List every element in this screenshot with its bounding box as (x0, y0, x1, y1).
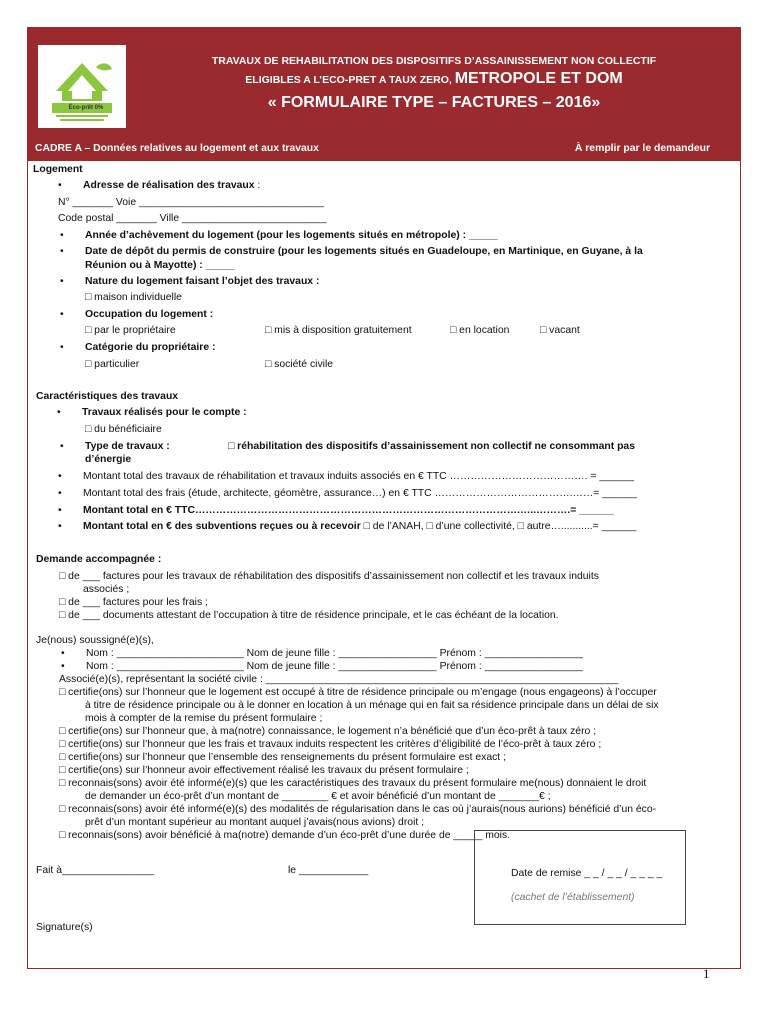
cadre-a-note: À remplir par le demandeur (574, 143, 710, 154)
logo-text: Éco-prêt 0% (68, 105, 104, 111)
checkbox-beneficiaire[interactable]: □ du bénéficiaire (85, 424, 162, 435)
reconnais-droit-line2[interactable]: de demander un éco-prêt d’un montant de ________ € et avoir bénéficié d’un montant de _______€ ; (85, 791, 551, 802)
checkbox-occ-vacant[interactable]: □ vacant (540, 325, 580, 336)
subventions-options[interactable]: □ de l’ANAH, □ d’une collectivité, □ autre…...........= ______ (360, 521, 637, 532)
header-line-2 (128, 70, 740, 88)
montant-total-ttc-field[interactable]: • Montant total en € TTC………………………………………………………………………………….…..……….= ______ (83, 504, 614, 517)
checkbox-certifie-criteres[interactable]: □ certifie(ons) sur l’honneur que les frais et travaux induits respectent les critères d’éligibilité de l’éco-prêt à taux zéro ; (59, 739, 602, 750)
checkbox-maison-individuelle[interactable]: □ maison individuelle (85, 292, 182, 303)
factures-travaux-line2: associés ; (83, 584, 130, 595)
checkbox-societe-civile[interactable]: □ société civile (265, 359, 334, 370)
adresse-label (83, 179, 260, 192)
section-travaux-title: Caractéristiques des travaux (36, 391, 179, 402)
type-travaux-label: • Type de travaux : (85, 440, 170, 453)
travaux-compte-label: • Travaux réalisés pour le compte : (82, 406, 247, 419)
montant-subventions-field[interactable] (83, 520, 636, 533)
house-leaf-icon (38, 45, 126, 128)
checkbox-factures-travaux[interactable]: □ de ___ factures pour les travaux de réhabilitation des dispositifs d’assainissement non collectif et les travaux induits (59, 571, 599, 582)
signature-label: Signature(s) (36, 922, 93, 933)
date-remise-field-label[interactable]: Date de remise _ _ / _ _ / _ _ _ _ (511, 868, 663, 879)
code-postal-ville-field[interactable]: Code postal _______ Ville _________________________ (58, 213, 327, 224)
section-logement-title: Logement (33, 164, 83, 175)
checkbox-occ-proprietaire[interactable]: □ par le propriétaire (85, 325, 176, 336)
occupation-label: • Occupation du logement : (85, 308, 213, 321)
checkbox-certifie-unique-pret[interactable]: □ certifie(ons) sur l’honneur que, à ma(notre) connaissance, le logement n’a bénéficié que d’un éco-prêt à taux zéro ; (59, 726, 597, 737)
section-demande-title: Demande accompagnée : (36, 554, 162, 565)
montant-frais-field[interactable]: • Montant total des frais (étude, architecte, géomètre, assurance…) en € TTC ………………………………….……= ______ (83, 487, 637, 500)
type-travaux-line2: d’énergie (85, 454, 132, 465)
soussigne-intro: Je(nous) soussigné(e)(s), (36, 635, 154, 646)
nom-field-2[interactable]: • Nom : ______________________ Nom de jeune fille : _________________ Prénom : _________________ (86, 660, 583, 673)
checkbox-reconnais-regularisation[interactable]: □ reconnais(sons) avoir été informé(e)(s) des modalités de régularisation dans le cas où j’aurais(nous aurions) bénéficié d’un éco- (59, 804, 657, 815)
categorie-label: • Catégorie du propriétaire : (85, 341, 215, 354)
montant-travaux-field[interactable]: • Montant total des travaux de réhabilitation et travaux induits associés en € TTC …………………………………. = ______ (83, 470, 634, 483)
certifie-residence-line2: à titre de résidence principale ou à le donner en location à un ménage qui en fait sa résidence principale dans un délai de six (85, 700, 659, 711)
subventions-label: Montant total en € des subventions reçues ou à recevoir (83, 521, 361, 532)
checkbox-certifie-residence[interactable]: □ certifie(ons) sur l’honneur que le logement est occupé à titre de résidence principale ou m’engage (nous engageons) à l’occuper (59, 687, 657, 698)
checkbox-reconnais-duree[interactable]: □ reconnais(sons) avoir bénéficié à ma(notre) demande d’un éco-prêt d’une durée de _____ mois. (59, 830, 511, 841)
checkbox-particulier[interactable]: □ particulier (85, 359, 140, 370)
annee-achevement-field[interactable]: • Année d’achèvement du logement (pour les logements situés en métropole) : _____ (85, 229, 498, 242)
checkbox-documents-occupation[interactable]: □ de ___ documents attestant de l’occupation à titre de résidence principale, et le cas échéant de la location. (59, 610, 559, 621)
certifie-residence-line3: mois à compter de la remise du présent formulaire ; (85, 713, 323, 724)
cadre-a-title: CADRE A – Données relatives au logement et aux travaux (35, 143, 319, 154)
fait-a-field[interactable]: Fait à________________ (36, 865, 155, 876)
page-number: 1 (703, 966, 710, 981)
date-depot-permis-line2: Réunion ou à Mayotte) : _____ (85, 260, 235, 271)
numero-voie-field[interactable]: N° _______ Voie ________________________________ (58, 197, 324, 208)
date-depot-permis-field[interactable]: • Date de dépôt du permis de construire (pour les logements situés en Guadeloupe, en Martinique, en Guyane, à la (85, 245, 643, 258)
checkbox-reconnais-droit[interactable]: □ reconnais(sons) avoir été informé(e)(s) que les caractéristiques des travaux du présent formulaire me(nous) donnaient le droit (59, 778, 647, 789)
adresse-label-text: Adresse de réalisation des travaux (83, 180, 255, 191)
checkbox-rehabilitation[interactable]: □ réhabilitation des dispositifs d’assainissement non collectif ne consommant pas (228, 441, 635, 452)
form-header (28, 28, 740, 138)
header-line-1: TRAVAUX DE REHABILITATION DES DISPOSITIFS D’ASSAINISSEMENT NON COLLECTIF (211, 55, 657, 67)
adresse-colon: : (254, 180, 261, 191)
checkbox-certifie-realise[interactable]: □ certifie(ons) sur l’honneur avoir effectivement réalisé les travaux du présent formulaire ; (59, 765, 469, 776)
form-title: « FORMULAIRE TYPE – FACTURES – 2016» (267, 94, 601, 111)
checkbox-occ-location[interactable]: □ en location (450, 325, 510, 336)
checkbox-factures-frais[interactable]: □ de ___ factures pour les frais ; (59, 597, 208, 608)
reconnais-regularisation-line2: prêt d’un montant supérieur au montant auquel j’avais(nous avions) droit ; (85, 817, 425, 828)
header-line-2b: METROPOLE ET DOM (454, 70, 623, 87)
associe-field[interactable]: Associé(e)(s), représentant la société civile : _____________________________________________________________ (59, 674, 619, 685)
nom-field-1[interactable]: • Nom : ______________________ Nom de jeune fille : _________________ Prénom : _________________ (86, 647, 583, 660)
nature-logement-label: • Nature du logement faisant l’objet des travaux : (85, 275, 319, 288)
header-line-2a: ELIGIBLES A L’ECO-PRET A TAUX ZERO, (245, 74, 452, 86)
cachet-etablissement: (cachet de l’établissement) (511, 892, 635, 903)
checkbox-occ-gratuit[interactable]: □ mis à disposition gratuitement (265, 325, 412, 336)
date-le-field[interactable]: le ____________ (288, 865, 369, 876)
cadre-a-band (28, 138, 740, 161)
checkbox-certifie-exact[interactable]: □ certifie(ons) sur l’honneur que l’ensemble des renseignements du présent formulaire est exact ; (59, 752, 506, 763)
eco-pret-logo (38, 45, 126, 128)
